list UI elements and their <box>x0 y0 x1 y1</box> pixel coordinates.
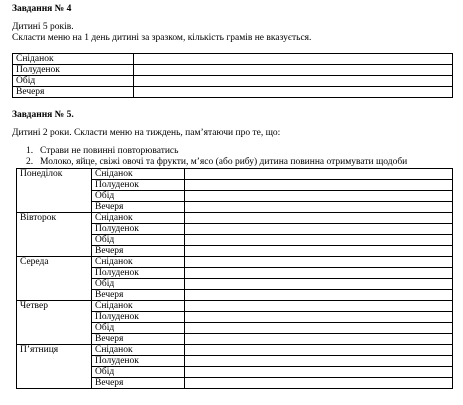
meal-label: Обід <box>13 76 134 87</box>
table-row <box>13 54 453 65</box>
meal-label: Обід <box>92 235 185 246</box>
task4-title: Завдання № 4 <box>12 4 72 14</box>
table-row <box>17 169 453 180</box>
day-label: П’ятниця <box>17 345 92 389</box>
blank-cell[interactable] <box>134 76 453 87</box>
list-number: 2. <box>26 157 34 167</box>
blank-cell[interactable] <box>134 54 453 65</box>
list-item <box>26 146 407 157</box>
meal-label: Полуденок <box>13 65 134 76</box>
blank-cell[interactable] <box>134 65 453 76</box>
meal-label: Сніданок <box>13 54 134 65</box>
meal-label: Полуденок <box>92 312 185 323</box>
blank-cell[interactable] <box>185 312 453 323</box>
blank-cell[interactable] <box>185 213 453 224</box>
task5-weekly-menu-table <box>16 168 453 389</box>
blank-cell[interactable] <box>185 367 453 378</box>
meal-label: Обід <box>92 191 185 202</box>
meal-label: Полуденок <box>92 224 185 235</box>
blank-cell[interactable] <box>185 378 453 389</box>
table-row <box>13 76 453 87</box>
task4-line2: Скласти меню на 1 день дитині за зразком, кількість грамів не вказується. <box>12 33 312 43</box>
blank-cell[interactable] <box>185 202 453 213</box>
blank-cell[interactable] <box>185 268 453 279</box>
table-row <box>17 301 453 312</box>
table-row <box>17 257 453 268</box>
task5-intro: Дитині 2 роки. Скласти меню на тиждень, пам’ятаючи про те, що: <box>12 128 281 138</box>
blank-cell[interactable] <box>185 279 453 290</box>
meal-label: Сніданок <box>92 169 185 180</box>
table-row <box>13 87 453 98</box>
meal-label: Сніданок <box>92 213 185 224</box>
table-row <box>17 345 453 356</box>
blank-cell[interactable] <box>185 191 453 202</box>
blank-cell[interactable] <box>185 224 453 235</box>
meal-label: Вечеря <box>92 378 185 389</box>
list-text: Страви не повинні повторюватись <box>40 146 179 156</box>
blank-cell[interactable] <box>185 301 453 312</box>
task5-list <box>26 146 407 168</box>
table-row <box>13 65 453 76</box>
blank-cell[interactable] <box>185 356 453 367</box>
blank-cell[interactable] <box>185 334 453 345</box>
task4-line1: Дитині 5 років. <box>12 22 74 32</box>
day-label: Вівторок <box>17 213 92 257</box>
blank-cell[interactable] <box>185 235 453 246</box>
day-label: Середа <box>17 257 92 301</box>
meal-label: Полуденок <box>92 356 185 367</box>
meal-label: Сніданок <box>92 301 185 312</box>
blank-cell[interactable] <box>185 323 453 334</box>
blank-cell[interactable] <box>185 180 453 191</box>
meal-label: Вечеря <box>13 87 134 98</box>
meal-label: Вечеря <box>92 202 185 213</box>
meal-label: Обід <box>92 323 185 334</box>
blank-cell[interactable] <box>185 169 453 180</box>
blank-cell[interactable] <box>134 87 453 98</box>
meal-label: Вечеря <box>92 334 185 345</box>
meal-label: Вечеря <box>92 290 185 301</box>
blank-cell[interactable] <box>185 345 453 356</box>
day-label: Четвер <box>17 301 92 345</box>
meal-label: Полуденок <box>92 268 185 279</box>
meal-label: Сніданок <box>92 257 185 268</box>
meal-label: Обід <box>92 367 185 378</box>
blank-cell[interactable] <box>185 246 453 257</box>
meal-label: Обід <box>92 279 185 290</box>
meal-label: Полуденок <box>92 180 185 191</box>
table-row <box>17 213 453 224</box>
blank-cell[interactable] <box>185 257 453 268</box>
list-number: 1. <box>26 146 34 156</box>
meal-label: Вечеря <box>92 246 185 257</box>
blank-cell[interactable] <box>185 290 453 301</box>
meal-label: Сніданок <box>92 345 185 356</box>
list-item <box>26 157 407 168</box>
task5-title: Завдання № 5. <box>12 110 74 120</box>
day-label: Понеділок <box>17 169 92 213</box>
list-text: Молоко, яйце, свіжі овочі та фрукти, м’ясо (або рибу) дитина повинна отримувати щодоби <box>40 157 408 167</box>
task4-menu-table <box>12 53 453 98</box>
